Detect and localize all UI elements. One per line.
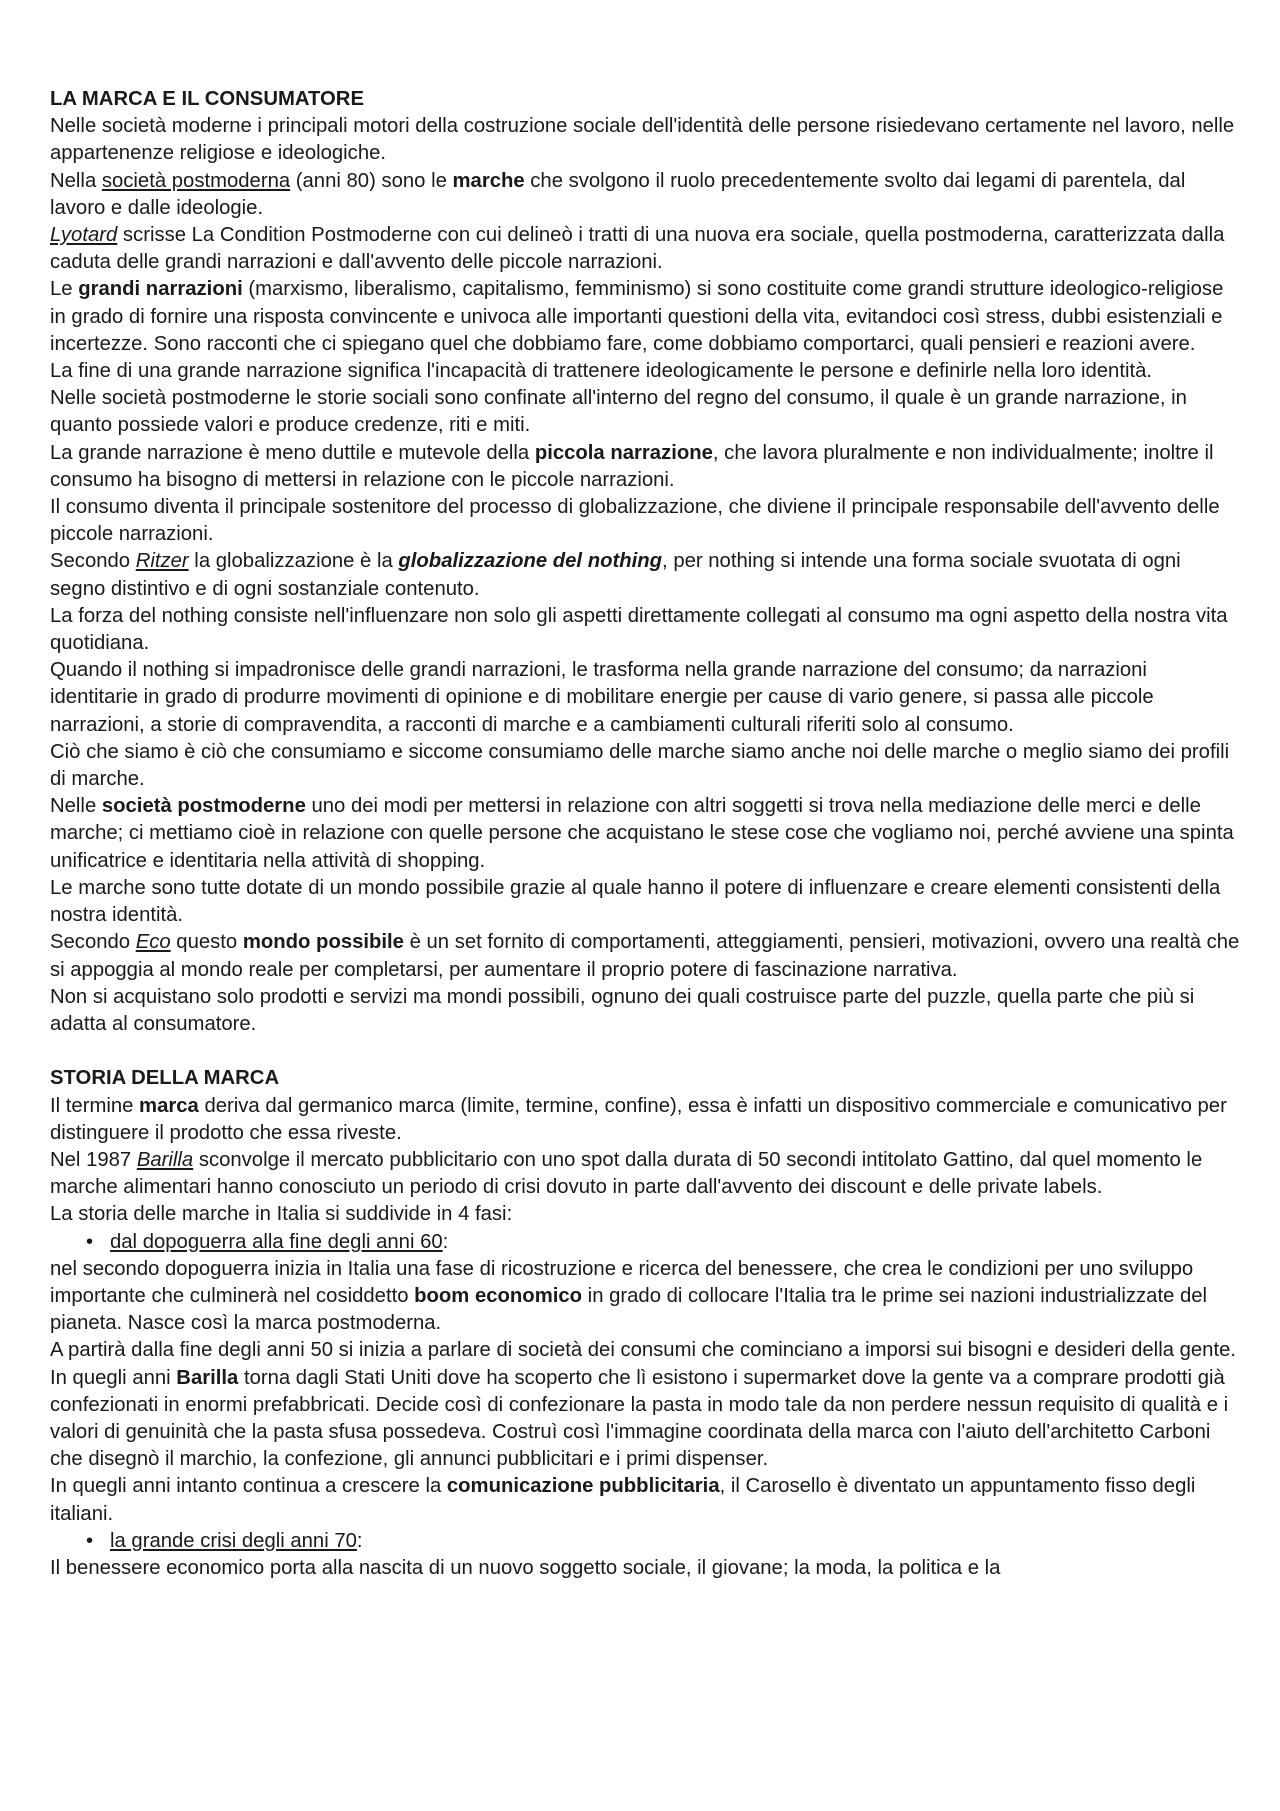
paragraph: Secondo Eco questo mondo possibile è un set fornito di comportamenti, atteggiamenti, pensieri, motivazioni, ovvero una realtà che si appoggia al mondo reale per completarsi, per aumentare il proprio potere di fascinazione narrativa. xyxy=(50,931,1240,981)
paragraph: A partirà dalla fine degli anni 50 si inizia a parlare di società dei consumi che cominciano a imporsi sui bisogni e desideri della gente. In quegli anni Barilla torna dagli Stati Uniti dove ha scoperto che lì esistono i supermarket dove la gente va a comprare prodotti già confezionati in enormi prefabbricati. Decide così di confezionare la pasta in modo tale da non perdere nessun requisito di qualità e i valori di genuinità che la pasta sfusa possedeva. Costruì così l'immagine coordinata della marca con l'aiuto dell'architetto Carboni che disegnò il marchio, la confezione, gli annunci pubblicitari e i primi dispenser. xyxy=(50,1339,1236,1471)
bullet-icon: • xyxy=(86,1529,94,1552)
paragraph: La grande narrazione è meno duttile e mutevole della piccola narrazione, che lavora pluralmente e non individualmente; inoltre il consumo ha bisogno di mettersi in relazione con le piccole narrazioni. xyxy=(50,441,1214,491)
list-item: • dal dopoguerra alla fine degli anni 60: xyxy=(50,1229,1240,1256)
paragraph: Nella società postmoderna (anni 80) sono le marche che svolgono il ruolo precedentemente svolto dai legami di parentela, dal lavoro e dalle ideologie. xyxy=(50,169,1186,219)
paragraph: Ciò che siamo è ciò che consumiamo e siccome consumiamo delle marche siamo anche noi delle marche o meglio siamo dei profili di marche. xyxy=(50,740,1230,791)
paragraph: Lyotard scrisse La Condition Postmoderne con cui delineò i tratti di una nuova era sociale, quella postmoderna, caratterizzata dalla caduta delle grandi narrazioni e dall'avvento delle piccole narrazioni. xyxy=(50,224,1225,274)
paragraph: nel secondo dopoguerra inizia in Italia una fase di ricostruzione e ricerca del benessere, che crea le condizioni per uno sviluppo importante che culminerà nel cosiddetto boom economico in grado di collocare l'Italia tra le prime sei nazioni industrializzate del pianeta. Nasce così la marca postmoderna. xyxy=(50,1257,1208,1335)
paragraph: Le grandi narrazioni (marxismo, liberalismo, capitalismo, femminismo) si sono costituite come grandi strutture ideologico-religiose in grado di fornire una risposta convincente e univoca alle importanti questioni della vita, evitandoci così stress, dubbi esistenziali e incertezze. Sono racconti che ci spiegano quel che dobbiamo fare, come dobbiamo comportarci, quali pensieri e reazioni avere. xyxy=(50,278,1224,355)
paragraph: Non si acquistano solo prodotti e servizi ma mondi possibili, ognuno dei quali costruisce parte del puzzle, quella parte che più si adatta al consumatore. xyxy=(50,985,1195,1035)
section-spacer xyxy=(50,1038,1240,1065)
paragraph: Nelle società postmoderne le storie sociali sono confinate all'interno del regno del consumo, il quale è un grande narrazione, in quanto possiede valori e produce credenze, riti e miti. xyxy=(50,387,1187,437)
section-title-storia-marca: STORIA DELLA MARCA xyxy=(50,1067,280,1090)
paragraph: La forza del nothing consiste nell'influenzare non solo gli aspetti direttamente collegati al consumo ma ogni aspetto della nostra vita quotidiana. xyxy=(50,604,1228,655)
paragraph: La fine di una grande narrazione significa l'incapacità di trattenere ideologicamente le persone e definirle nella loro identità. xyxy=(50,360,1153,383)
paragraph: Nelle società moderne i principali motori della costruzione sociale dell'identità delle persone risiedevano certamente nel lavoro, nelle appartenenze religiose e ideologiche. xyxy=(50,115,1235,165)
paragraph: Nelle società postmoderne uno dei modi per mettersi in relazione con altri soggetti si trova nella mediazione delle merci e delle marche; ci mettiamo cioè in relazione con quelle persone che acquistano le stese cose che vogliamo noi, perché avviene una spinta unificatrice e identitaria nella attività di shopping. xyxy=(50,795,1234,872)
paragraph: Il benessere economico porta alla nascita di un nuovo soggetto sociale, il giovane; la moda, la politica e la xyxy=(50,1556,1001,1579)
paragraph: Le marche sono tutte dotate di un mondo possibile grazie al quale hanno il potere di influenzare e creare elementi consistenti della nostra identità. xyxy=(50,876,1221,927)
paragraph: In quegli anni intanto continua a crescere la comunicazione pubblicitaria, il Carosello è diventato un appuntamento fisso degli italiani. xyxy=(50,1475,1196,1525)
bullet-icon: • xyxy=(86,1230,94,1253)
paragraph: Secondo Ritzer la globalizzazione è la globalizzazione del nothing, per nothing si intende una forma sociale svuotata di ogni segno distintivo e di ogni sostanziale contenuto. xyxy=(50,550,1181,600)
paragraph: Nel 1987 Barilla sconvolge il mercato pubblicitario con uno spot dalla durata di 50 secondi intitolato Gattino, dal quel momento le marche alimentari hanno conosciuto un periodo di crisi dovuto in parte dall'avvento dei discount e delle private labels. xyxy=(50,1148,1203,1199)
list-item: • la grande crisi degli anni 70: xyxy=(50,1528,1240,1555)
paragraph: Il consumo diventa il principale sostenitore del processo di globalizzazione, che diviene il principale responsabile dell'avvento delle piccole narrazioni. xyxy=(50,496,1220,546)
section-title-marca-consumatore: LA MARCA E IL CONSUMATORE xyxy=(50,88,364,110)
document-page xyxy=(50,86,1240,1582)
paragraph: Quando il nothing si impadronisce delle grandi narrazioni, le trasforma nella grande narrazione del consumo; da narrazioni identitarie in grado di produrre movimenti di opinione e di mobilitare energie per cause di vario genere, si passa alle piccole narrazioni, a storie di compravendita, a racconti di marche e a cambiamenti culturali riferiti solo al consumo. xyxy=(50,659,1154,736)
paragraph: La storia delle marche in Italia si suddivide in 4 fasi: xyxy=(50,1203,513,1226)
paragraph: Il termine marca deriva dal germanico marca (limite, termine, confine), essa è infatti un dispositivo commerciale e comunicativo per distinguere il prodotto che essa riveste. xyxy=(50,1094,1227,1144)
